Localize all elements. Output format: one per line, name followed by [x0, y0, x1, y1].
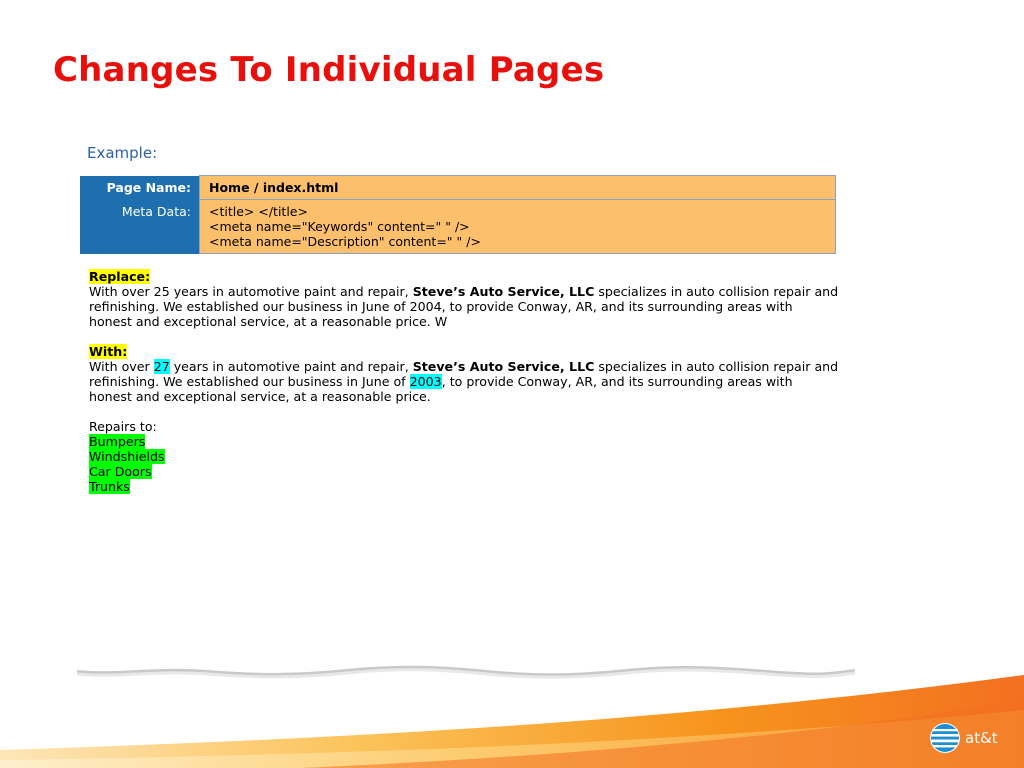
- page-name-row: [80, 176, 836, 200]
- meta-description-line: <meta name="Description" content=" " />: [209, 234, 481, 249]
- replace-company-name: Steve’s Auto Service, LLC: [412, 284, 595, 299]
- with-label: With:: [89, 344, 128, 359]
- repair-item: Bumpers: [89, 434, 146, 449]
- example-label: Example:: [87, 144, 158, 162]
- with-company-name: Steve’s Auto Service, LLC: [412, 359, 595, 374]
- with-text-part-3: specializes in auto collision repair and refinishing. We established our business in June of: [89, 359, 839, 389]
- meta-info-table: [80, 175, 836, 254]
- page-name-value: Home / index.html: [200, 176, 836, 200]
- att-brand-text: at&t: [965, 729, 998, 747]
- meta-data-value: [200, 200, 836, 254]
- with-text-part-4: , to provide Conway, AR, and its surrounding areas with honest and exceptional service, at a reasonable price.: [89, 374, 793, 404]
- replace-text-part-1: With over 25 years in automotive paint and repair,: [89, 284, 413, 299]
- replace-text-part-2: specializes in auto collision repair and refinishing. We established our business in June of 2004, to provide Conway, AR, and its surrounding areas with honest and exceptional service, at a reasonable price. W: [89, 284, 839, 329]
- footer-orange-swoosh: [0, 670, 1024, 768]
- repair-item: Windshields: [89, 449, 165, 464]
- repairs-section: [89, 419, 839, 494]
- repair-item: Car Doors: [89, 464, 152, 479]
- with-year-highlight: 2003: [409, 374, 442, 389]
- replace-label: Replace:: [89, 269, 151, 284]
- with-text-part-2: years in automotive paint and repair,: [169, 359, 413, 374]
- with-years-highlight: 27: [153, 359, 170, 374]
- page-content: [89, 269, 839, 494]
- att-logo: [929, 722, 998, 754]
- meta-data-row: [80, 200, 836, 254]
- slide-title: Changes To Individual Pages: [53, 50, 605, 90]
- repairs-heading: Repairs to:: [89, 419, 157, 434]
- meta-keywords-line: <meta name="Keywords" content=" " />: [209, 219, 470, 234]
- meta-data-label: Meta Data:: [80, 200, 200, 254]
- page-name-label: Page Name:: [80, 176, 200, 200]
- meta-title-line: <title> </title>: [209, 204, 308, 219]
- att-globe-icon: [929, 722, 961, 754]
- with-section: [89, 344, 839, 404]
- with-text-part-1: With over: [89, 359, 154, 374]
- repair-item: Trunks: [89, 479, 130, 494]
- replace-section: [89, 269, 839, 329]
